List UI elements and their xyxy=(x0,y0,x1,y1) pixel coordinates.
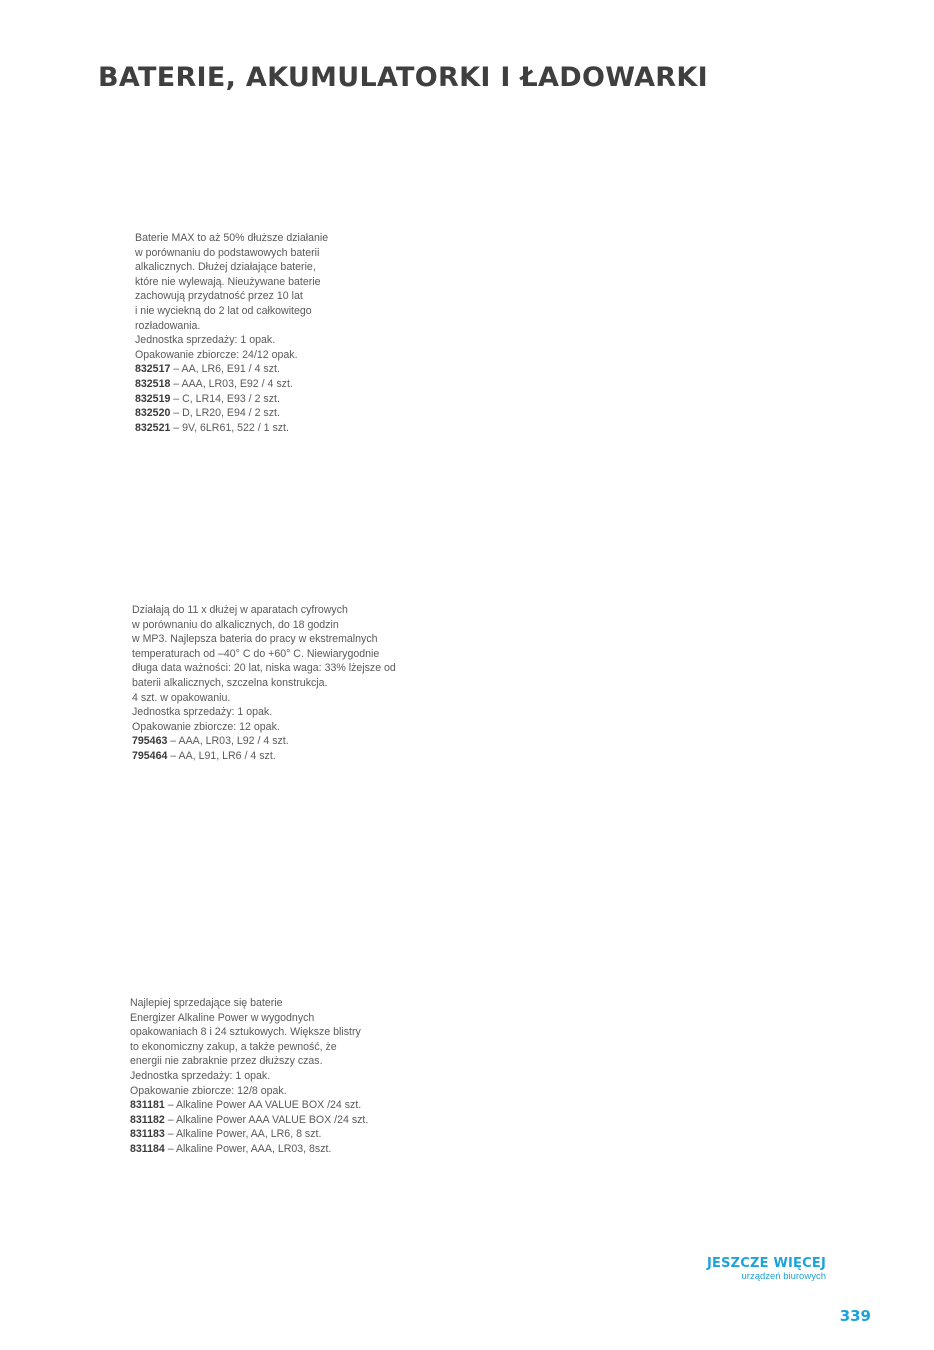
bulk-pack: Opakowanie zbiorcze: 24/12 opak. xyxy=(135,348,298,361)
description-line: długa data ważności: 20 lat, niska waga: 33% lżejsze od xyxy=(132,662,396,675)
sales-unit: Jednostka sprzedaży: 1 opak. xyxy=(130,1069,271,1082)
sales-unit: Jednostka sprzedaży: 1 opak. xyxy=(135,334,276,347)
product-description xyxy=(130,996,368,1069)
product-code: 831182 xyxy=(130,1113,165,1126)
product-item xyxy=(132,734,396,749)
description-line: rozładowania. xyxy=(135,319,201,332)
product-description xyxy=(135,231,328,333)
product-code: 795464 xyxy=(132,749,168,762)
product-item xyxy=(130,1098,368,1113)
description-line: i nie wyciekną do 2 lat od całkowitego xyxy=(135,304,312,317)
product-code: 832521 xyxy=(135,421,171,434)
bulk-pack: Opakowanie zbiorcze: 12 opak. xyxy=(132,720,280,733)
page-title: BATERIE, AKUMULATORKI I ŁADOWARKI xyxy=(98,62,708,93)
promo-block xyxy=(707,1256,826,1283)
description-line: w porównaniu do alkalicznych, do 18 godzin xyxy=(132,618,339,631)
product-section-max xyxy=(135,231,328,435)
product-code: 831184 xyxy=(130,1142,165,1155)
product-item xyxy=(132,749,396,764)
product-code: 795463 xyxy=(132,735,168,748)
description-line: które nie wylewają. Nieużywane baterie xyxy=(135,275,321,288)
description-line: 4 szt. w opakowaniu. xyxy=(132,691,231,704)
product-item xyxy=(135,406,328,421)
page-number: 339 xyxy=(839,1307,871,1325)
product-item xyxy=(135,392,328,407)
product-spec: – Alkaline Power, AAA, LR03, 8szt. xyxy=(164,1142,332,1155)
description-line: to ekonomiczny zakup, a także pewność, że xyxy=(130,1040,337,1053)
description-line: Baterie MAX to aż 50% dłuższe działanie xyxy=(135,232,329,244)
product-spec: – Alkaline Power AA VALUE BOX /24 szt. xyxy=(164,1099,362,1112)
product-spec: – D, LR20, E94 / 2 szt. xyxy=(170,407,280,420)
product-code: 832518 xyxy=(135,377,171,390)
promo-title: JESZCZE WIĘCEJ xyxy=(707,1256,826,1271)
description-line: zachowują przydatność przez 10 lat xyxy=(135,290,303,303)
description-line: baterii alkalicznych, szczelna konstrukcja. xyxy=(132,676,328,689)
product-spec: – Alkaline Power AAA VALUE BOX /24 szt. xyxy=(164,1113,369,1126)
product-item xyxy=(135,362,328,377)
product-code: 831183 xyxy=(130,1128,165,1141)
product-spec: – Alkaline Power, AA, LR6, 8 szt. xyxy=(164,1128,322,1141)
product-item xyxy=(130,1127,368,1142)
description-line: w porównaniu do podstawowych baterii xyxy=(135,246,320,259)
description-line: Działają do 11 x dłużej w aparatach cyfrowych xyxy=(132,604,348,616)
product-spec: – AA, L91, LR6 / 4 szt. xyxy=(167,749,276,762)
promo-subtitle: urządzeń biurowych xyxy=(741,1271,826,1282)
product-item xyxy=(135,421,328,436)
product-item xyxy=(130,1142,368,1157)
description-line: w MP3. Najlepsza bateria do pracy w ekstremalnych xyxy=(132,633,378,646)
product-spec: – AA, LR6, E91 / 4 szt. xyxy=(170,363,280,376)
product-spec: – C, LR14, E93 / 2 szt. xyxy=(170,392,280,405)
description-line: Najlepiej sprzedające się baterie xyxy=(130,997,283,1009)
product-spec: – 9V, 6LR61, 522 / 1 szt. xyxy=(170,421,289,434)
sales-unit: Jednostka sprzedaży: 1 opak. xyxy=(132,706,273,719)
product-spec: – AAA, LR03, L92 / 4 szt. xyxy=(167,735,289,748)
product-section-lithium xyxy=(132,603,396,764)
description-line: alkalicznych. Dłużej działające baterie, xyxy=(135,261,316,274)
product-item xyxy=(130,1113,368,1128)
product-code: 831181 xyxy=(130,1099,165,1112)
description-line: temperaturach od –40° C do +60° C. Niewiarygodnie xyxy=(132,647,380,660)
product-item xyxy=(135,377,328,392)
description-line: energii nie zabraknie przez dłuższy czas. xyxy=(130,1055,323,1068)
description-line: Energizer Alkaline Power w wygodnych xyxy=(130,1011,315,1024)
product-code: 832519 xyxy=(135,392,171,405)
product-section-alkaline xyxy=(130,996,368,1157)
product-spec: – AAA, LR03, E92 / 4 szt. xyxy=(170,377,293,390)
product-code: 832517 xyxy=(135,363,171,376)
description-line: opakowaniach 8 i 24 sztukowych. Większe blistry xyxy=(130,1026,361,1039)
product-code: 832520 xyxy=(135,407,171,420)
product-description xyxy=(132,603,396,705)
bulk-pack: Opakowanie zbiorcze: 12/8 opak. xyxy=(130,1084,287,1097)
